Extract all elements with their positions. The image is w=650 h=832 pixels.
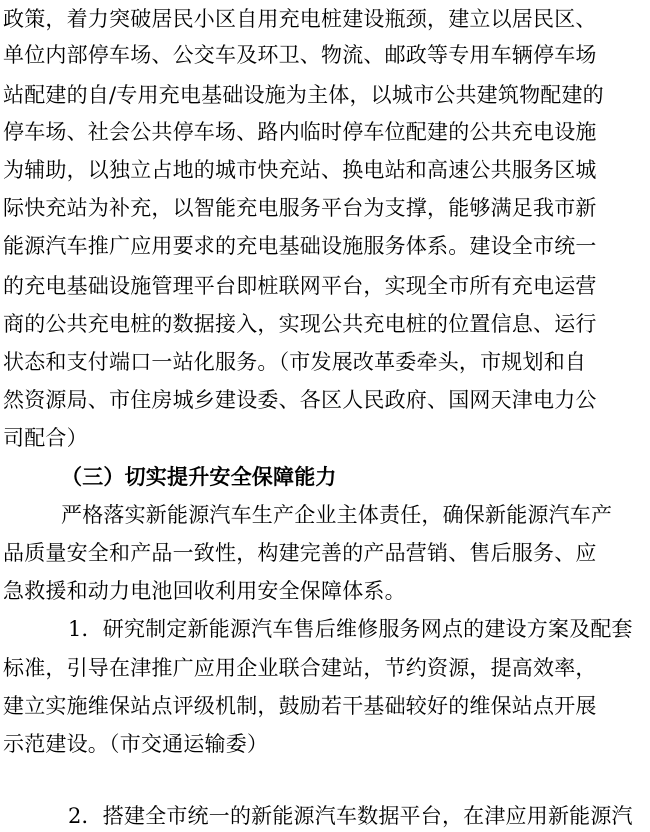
text-line: 状态和支付端口一站化服务。（市发展改革委牵头，市规划和自 (3, 350, 587, 374)
text-line: 单位内部停车场、公交车及环卫、物流、邮政等专用车辆停车场 (3, 43, 597, 67)
list-item-line: 建立实施维保站点评级机制，鼓励若干基础较好的维保站点开展 (3, 694, 597, 718)
text-line: 际快充站为补充，以智能充电服务平台为支撑，能够满足我市新 (3, 196, 597, 220)
text-line: 政策，着力突破居民小区自用充电桩建设瓶颈，建立以居民区、 (3, 7, 597, 31)
text-line: 停车场、社会公共停车场、路内临时停车位配建的公共充电设施 (3, 120, 597, 144)
paragraph-line: 品质量安全和产品一致性，构建完善的产品营销、售后服务、应 (3, 541, 597, 565)
text-line: 的充电基础设施管理平台即桩联网平台，实现全市所有充电运营 (3, 274, 597, 298)
list-item-line: 2．搭建全市统一的新能源汽车数据平台，在津应用新能源汽 (68, 804, 633, 828)
list-item-line: 标准，引导在津推广应用企业联合建站，节约资源，提高效率， (3, 656, 597, 680)
section-heading: （三）切实提升安全保障能力 (61, 464, 337, 489)
paragraph-line: 严格落实新能源汽车生产企业主体责任，确保新能源汽车产 (61, 503, 613, 527)
list-item-line: 示范建设。（市交通运输委） (3, 732, 269, 756)
text-line: 然资源局、市住房城乡建设委、各区人民政府、国网天津电力公 (3, 388, 597, 412)
list-item-line: 1．研究制定新能源汽车售后维修服务网点的建设方案及配套 (68, 617, 633, 641)
text-line: 司配合） (3, 426, 88, 450)
paragraph-line: 急救援和动力电池回收利用安全保障体系。 (3, 579, 406, 603)
text-line: 站配建的自/专用充电基础设施为主体，以城市公共建筑物配建的 (3, 83, 604, 107)
text-line: 为辅助，以独立占地的城市快充站、换电站和高速公共服务区城 (3, 158, 597, 182)
text-line: 能源汽车推广应用要求的充电基础设施服务体系。建设全市统一 (3, 234, 597, 258)
text-line: 商的公共充电桩的数据接入，实现公共充电桩的位置信息、运行 (3, 312, 597, 336)
